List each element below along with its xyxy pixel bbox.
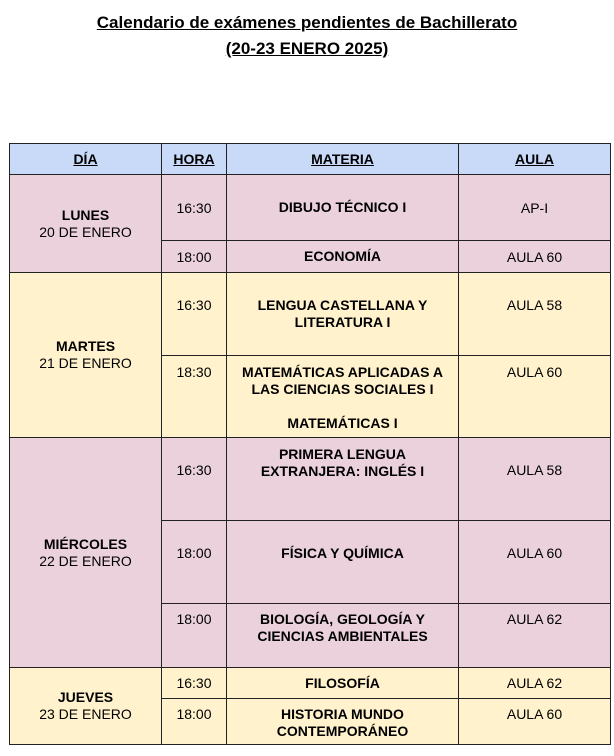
materia-cell: HISTORIA MUNDO CONTEMPORÁNEO — [227, 699, 459, 745]
header-hora: HORA — [162, 144, 227, 175]
page-subtitle: (20-23 ENERO 2025) — [225, 39, 389, 58]
hora-cell: 16:30 — [162, 668, 227, 699]
aula-cell: AULA 60 — [459, 521, 611, 604]
header-dia: DÍA — [10, 144, 162, 175]
day-date: 23 DE ENERO — [39, 706, 132, 722]
materia-cell: ECONOMÍA — [227, 241, 459, 273]
materia-option-2: MATEMÁTICAS I — [287, 415, 398, 431]
table-row — [10, 175, 611, 241]
aula-cell: AULA 62 — [459, 604, 611, 668]
day-date: 21 DE ENERO — [39, 355, 132, 371]
materia-cell — [227, 356, 459, 438]
materia-cell: BIOLOGÍA, GEOLOGÍA Y CIENCIAS AMBIENTALES — [227, 604, 459, 668]
day-cell-martes — [10, 273, 162, 438]
materia-cell: FÍSICA Y QUÍMICA — [227, 521, 459, 604]
day-date: 22 DE ENERO — [39, 552, 132, 569]
header-materia: MATERIA — [227, 144, 459, 175]
hora-cell: 16:30 — [162, 175, 227, 241]
hora-cell: 18:00 — [162, 521, 227, 604]
day-name: MIÉRCOLES — [43, 535, 128, 552]
day-name: LUNES — [61, 206, 110, 223]
hora-cell: 18:30 — [162, 356, 227, 438]
header-aula: AULA — [459, 144, 611, 175]
hora-cell: 18:00 — [162, 699, 227, 745]
hora-cell: 18:00 — [162, 604, 227, 668]
aula-cell: AULA 60 — [459, 699, 611, 745]
aula-cell: AULA 62 — [459, 668, 611, 699]
table-row — [10, 273, 611, 356]
aula-cell: AULA 58 — [459, 273, 611, 356]
day-name: MARTES — [55, 338, 116, 354]
aula-cell: AULA 60 — [459, 241, 611, 273]
table-row — [10, 668, 611, 699]
day-date: 20 DE ENERO — [39, 223, 132, 240]
hora-cell: 16:30 — [162, 273, 227, 356]
header-row — [10, 144, 611, 175]
materia-cell: LENGUA CASTELLANA Y LITERATURA I — [227, 273, 459, 356]
hora-cell: 16:30 — [162, 438, 227, 521]
day-name: JUEVES — [57, 689, 114, 705]
aula-cell: AULA 58 — [459, 438, 611, 521]
day-cell-miercoles — [10, 438, 162, 668]
materia-cell: PRIMERA LENGUA EXTRANJERA: INGLÉS I — [227, 438, 459, 521]
exam-schedule-table — [9, 143, 611, 745]
aula-cell: AP-I — [459, 175, 611, 241]
table-row — [10, 438, 611, 521]
hora-cell: 18:00 — [162, 241, 227, 273]
day-cell-lunes — [10, 175, 162, 273]
page-title: Calendario de exámenes pendientes de Bachillerato — [96, 13, 518, 32]
materia-cell: FILOSOFÍA — [227, 668, 459, 699]
day-cell-jueves — [10, 668, 162, 745]
materia-option-1: MATEMÁTICAS APLICADAS A LAS CIENCIAS SOCIALES I — [242, 364, 443, 397]
aula-cell: AULA 60 — [459, 356, 611, 438]
materia-cell: DIBUJO TÉCNICO I — [227, 175, 459, 241]
